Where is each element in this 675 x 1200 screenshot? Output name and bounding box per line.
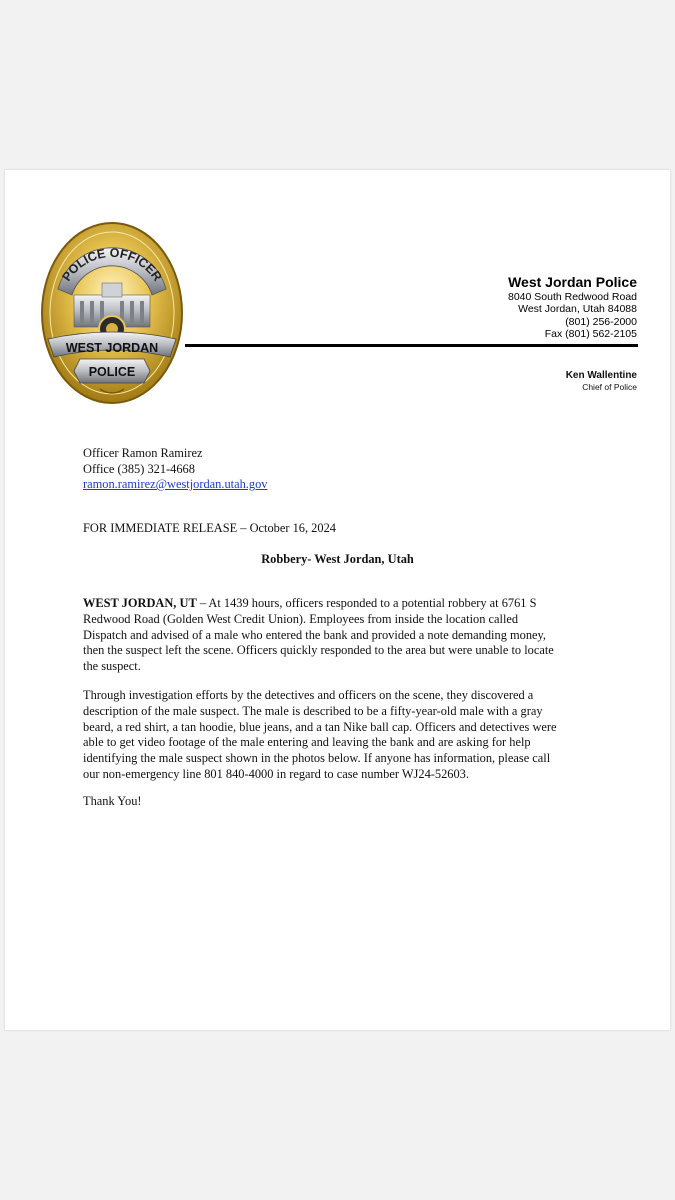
officer-name: Officer Ramon Ramirez — [83, 446, 203, 460]
chief-block — [566, 370, 637, 392]
badge-top-text: POLICE OFFICER — [59, 245, 165, 284]
paragraph-1-line-2: Redwood Road (Golden West Credit Union). Employees from inside the location called — [83, 611, 519, 626]
header-divider — [185, 344, 638, 347]
paragraph-1-line-3: Dispatch and advised of a male who entered the bank and provided a note demanding money, — [83, 627, 547, 642]
headline: Robbery- West Jordan, Utah — [261, 552, 414, 566]
email-link[interactable]: ramon.ramirez@westjordan.utah.gov — [83, 477, 268, 492]
address-line-2: West Jordan, Utah 84088 — [518, 303, 637, 316]
paragraph-2-line-6: our non-emergency line 801 840-4000 in regard to case number WJ24-52603. — [83, 766, 469, 781]
fax-number: Fax (801) 562-2105 — [544, 328, 637, 341]
police-badge-logo — [40, 221, 184, 406]
address-line-1: 8040 South Redwood Road — [507, 291, 637, 303]
org-header — [508, 273, 637, 341]
paragraph-2-line-1: Through investigation efforts by the detectives and officers on the scene, they discovered a — [83, 688, 534, 702]
phone-number: (801) 256-2000 — [565, 315, 637, 328]
paragraph-1-line-4: then the suspect left the scene. Officers quickly responded to the area but were unable to locate — [83, 643, 554, 658]
office-phone: Office (385) 321-4668 — [83, 461, 195, 476]
closing-line: Thank You! — [83, 794, 142, 808]
badge-bottom-text: POLICE — [88, 365, 136, 379]
paragraph-2-line-4: able to get video footage of the male entering and leaving the bank and are asking for help — [83, 735, 531, 750]
paragraph-1-line-1: WEST JORDAN, UT – At 1439 hours, officers responded to a potential robbery at 6761 S — [83, 596, 537, 610]
paragraph-2 — [83, 688, 603, 783]
press-release-page — [5, 170, 670, 1030]
dateline: WEST JORDAN, UT — [83, 596, 197, 610]
paragraph-2-line-5: identifying the male suspect shown in the photos below. If anyone has information, please call — [83, 751, 551, 766]
chief-title: Chief of Police — [582, 382, 637, 392]
paragraph-1 — [83, 596, 603, 675]
paragraph-2-line-3: beard, a red shirt, a tan hoodie, blue jeans, and a tan Nike ball cap. Officers and detectives were — [83, 719, 557, 734]
contact-block — [83, 446, 267, 493]
chief-name: Ken Wallentine — [565, 370, 637, 381]
badge-banner-text: WEST JORDAN — [65, 341, 159, 355]
paragraph-1-line-5: the suspect. — [83, 659, 141, 674]
paragraph-2-line-2: description of the male suspect. The male is described to be a fifty-year-old male with a gray — [83, 703, 543, 718]
release-date-line: FOR IMMEDIATE RELEASE – October 16, 2024 — [83, 521, 336, 535]
org-name: West Jordan Police — [508, 274, 637, 290]
